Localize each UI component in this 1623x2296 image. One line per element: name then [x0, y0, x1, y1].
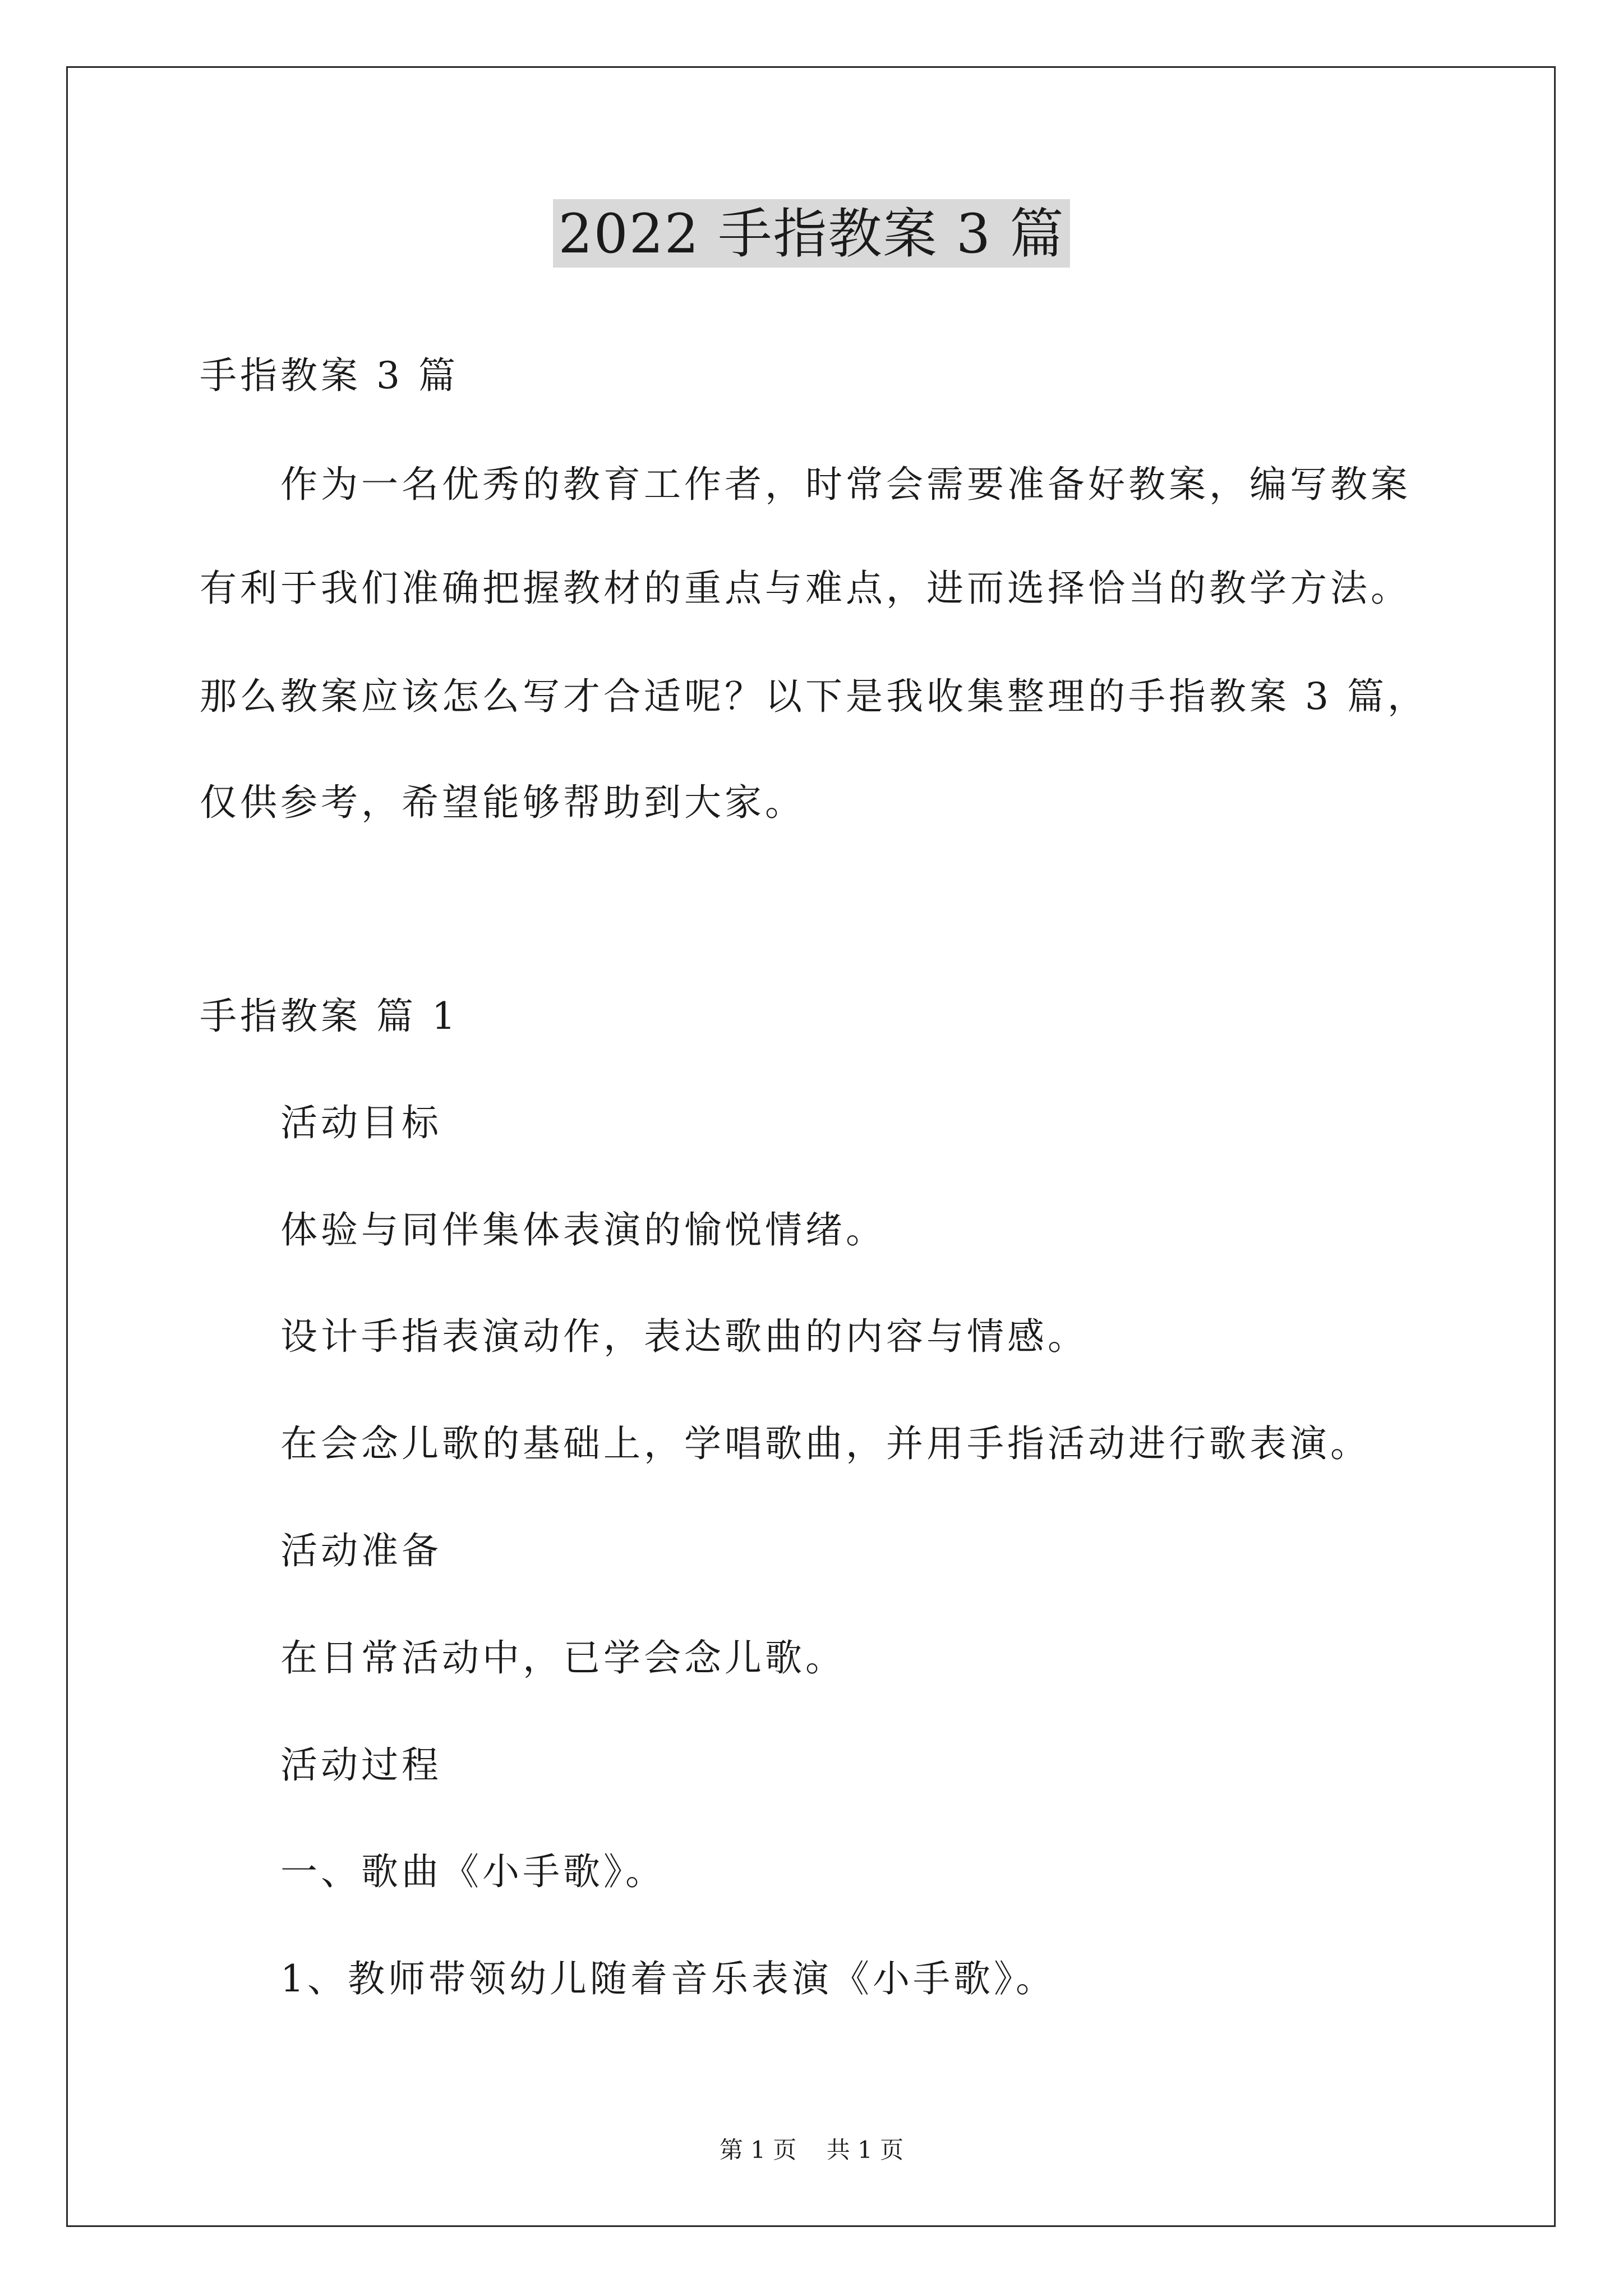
body-line-7: 活动过程 — [280, 1743, 442, 1787]
document-title-wrapper — [0, 199, 1623, 268]
document-subtitle: 手指教案 3 篇 — [200, 354, 459, 397]
body-line-6: 在日常活动中，已学会念儿歌。 — [280, 1636, 846, 1680]
intro-line-1: 作为一名优秀的教育工作者，时常会需要准备好教案，编写教案 — [280, 463, 1411, 506]
body-line-5: 活动准备 — [280, 1529, 442, 1572]
body-line-2: 体验与同伴集体表演的愉悦情绪。 — [280, 1208, 886, 1251]
body-line-9: 1、教师带领幼儿随着音乐表演《小手歌》。 — [280, 1957, 1056, 2000]
body-line-3: 设计手指表演动作，表达歌曲的内容与情感。 — [280, 1315, 1088, 1358]
intro-line-4: 仅供参考，希望能够帮助到大家。 — [200, 781, 805, 824]
section-heading: 手指教案 篇 1 — [200, 995, 459, 1038]
intro-line-3: 那么教案应该怎么写才合适呢？以下是我收集整理的手指教案 3 篇， — [200, 675, 1428, 718]
body-line-1: 活动目标 — [280, 1101, 442, 1144]
body-line-8: 一、歌曲《小手歌》。 — [280, 1850, 666, 1893]
document-title: 2022 手指教案 3 篇 — [553, 199, 1071, 268]
intro-line-2: 有利于我们准确把握教材的重点与难点，进而选择恰当的教学方法。 — [200, 567, 1411, 610]
body-line-4: 在会念儿歌的基础上，学唱歌曲，并用手指活动进行歌表演。 — [280, 1422, 1371, 1465]
page-footer: 第 1 页 共 1 页 — [719, 2136, 904, 2164]
